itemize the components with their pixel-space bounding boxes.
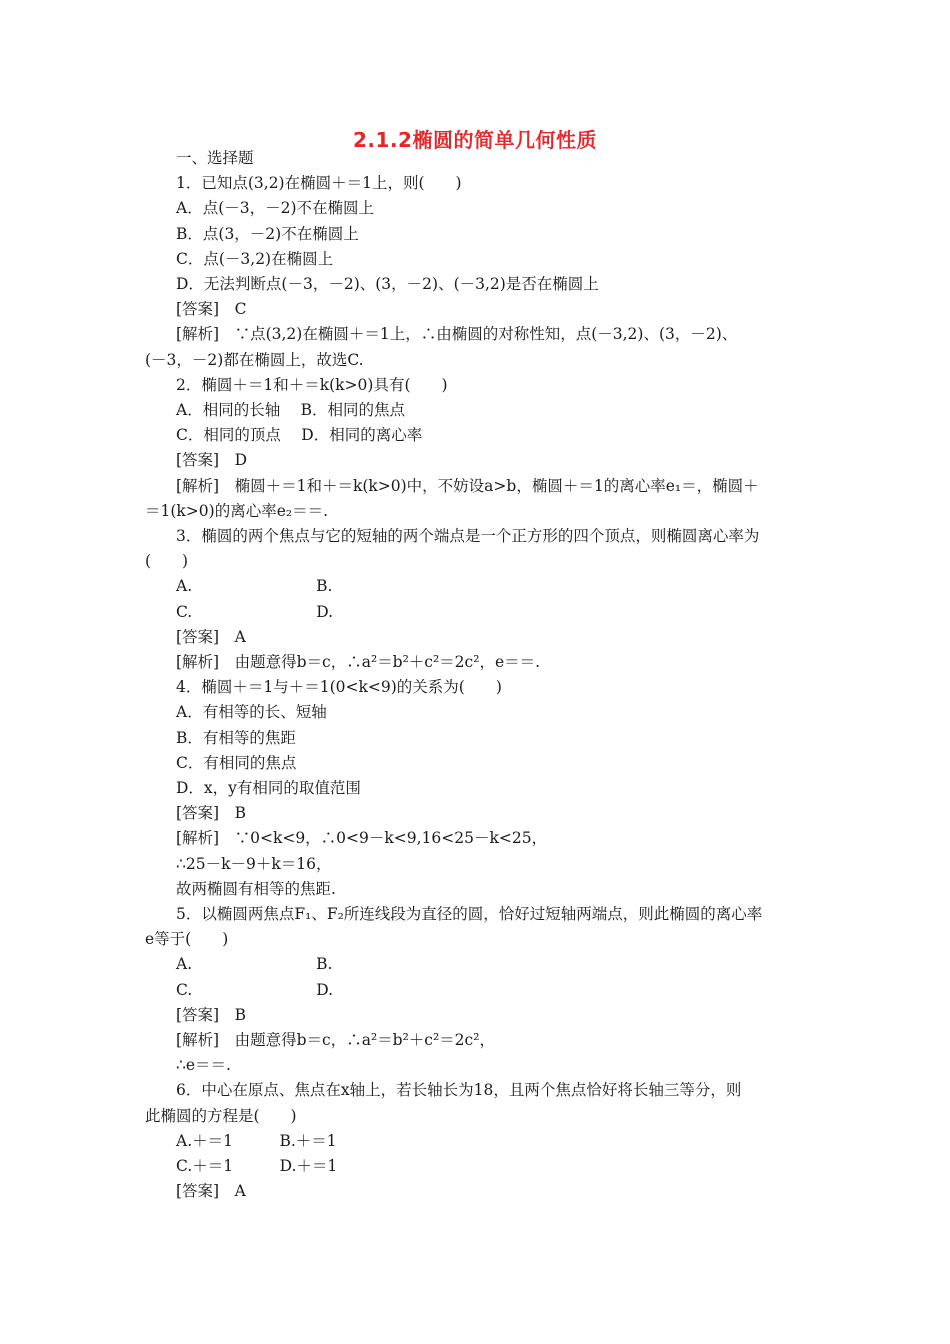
text-line: 5．以椭圆两焦点F₁、F₂所连线段为直径的圆，恰好过短轴两端点，则此椭圆的离心率 xyxy=(176,905,763,923)
text-line: [解析] ∵点(3,2)在椭圆＋＝1上，∴由椭圆的对称性知，点(－3,2)、(3，－2)、 xyxy=(176,325,738,344)
text-line: [答案] A xyxy=(176,627,246,646)
text-line: A．点(－3，－2)不在椭圆上 xyxy=(176,199,375,218)
text-line: A．相同的长轴 B．相同的焦点 xyxy=(176,401,406,419)
text-line: ∴25－k－9＋k＝16， xyxy=(176,854,332,873)
text-line: B．有相等的焦距 xyxy=(176,728,296,747)
text-line: 1．已知点(3,2)在椭圆＋＝1上，则( ) xyxy=(176,174,462,193)
text-line: [解析] 由题意得b＝c，∴a²＝b²＋c²＝2c²， xyxy=(176,1031,495,1049)
text-line: [答案] D xyxy=(176,451,248,470)
text-line: [解析] 由题意得b＝c，∴a²＝b²＋c²＝2c²，e＝＝. xyxy=(176,653,541,671)
text-line: [解析] ∵0<k<9，∴0<9－k<9,16<25－k<25， xyxy=(176,829,548,848)
page-title: 2.1.2椭圆的简单几何性质 xyxy=(353,128,597,152)
text-line: C．点(－3,2)在椭圆上 xyxy=(176,249,334,268)
text-line: D．x，y有相同的取值范围 xyxy=(176,779,361,797)
text-line: [答案] B xyxy=(176,804,246,823)
text-line: 6．中心在原点、焦点在x轴上，若长轴长为18，且两个焦点恰好将长轴三等分，则 xyxy=(176,1081,742,1100)
text-line: C.＋＝1 D.＋＝1 xyxy=(176,1157,338,1175)
text-line: ＝1(k>0)的离心率e₂＝＝. xyxy=(145,501,329,520)
text-line: ( ) xyxy=(145,552,189,571)
text-line: e等于( ) xyxy=(145,930,229,949)
text-line: A．有相等的长、短轴 xyxy=(176,703,327,722)
text-line: A. B. xyxy=(176,955,333,974)
text-line: D．无法判断点(－3，－2)、(3，－2)、(－3,2)是否在椭圆上 xyxy=(176,275,599,293)
text-line: (－3，－2)都在椭圆上，故选C. xyxy=(145,350,364,369)
text-line: [答案] C xyxy=(176,300,247,319)
text-line: C. D. xyxy=(176,602,334,621)
text-line: ∴e＝＝. xyxy=(176,1056,231,1075)
text-line: [答案] A xyxy=(176,1182,246,1201)
text-line: C. D. xyxy=(176,980,334,999)
text-line: 故两椭圆有相等的焦距. xyxy=(176,879,336,898)
text-line: A.＋＝1 B.＋＝1 xyxy=(176,1131,337,1150)
text-line: A. B. xyxy=(176,577,333,596)
text-line: [解析] 椭圆＋＝1和＋＝k(k>0)中，不妨设a>b，椭圆＋＝1的离心率e₁＝，椭圆＋ xyxy=(176,476,759,495)
text-line: 一、选择题 xyxy=(176,149,254,167)
text-line: 2．椭圆＋＝1和＋＝k(k>0)具有( ) xyxy=(176,375,448,394)
text-line: C．相同的顶点 D．相同的离心率 xyxy=(176,426,423,445)
text-line: 此椭圆的方程是( ) xyxy=(145,1106,297,1125)
text-line: 4．椭圆＋＝1与＋＝1(0<k<9)的关系为( ) xyxy=(176,678,502,697)
text-line: B．点(3，－2)不在椭圆上 xyxy=(176,224,359,243)
text-line: 3．椭圆的两个焦点与它的短轴的两个端点是一个正方形的四个顶点，则椭圆离心率为 xyxy=(176,527,760,545)
text-line: [答案] B xyxy=(176,1005,246,1024)
text-line: C．有相同的焦点 xyxy=(176,753,297,772)
